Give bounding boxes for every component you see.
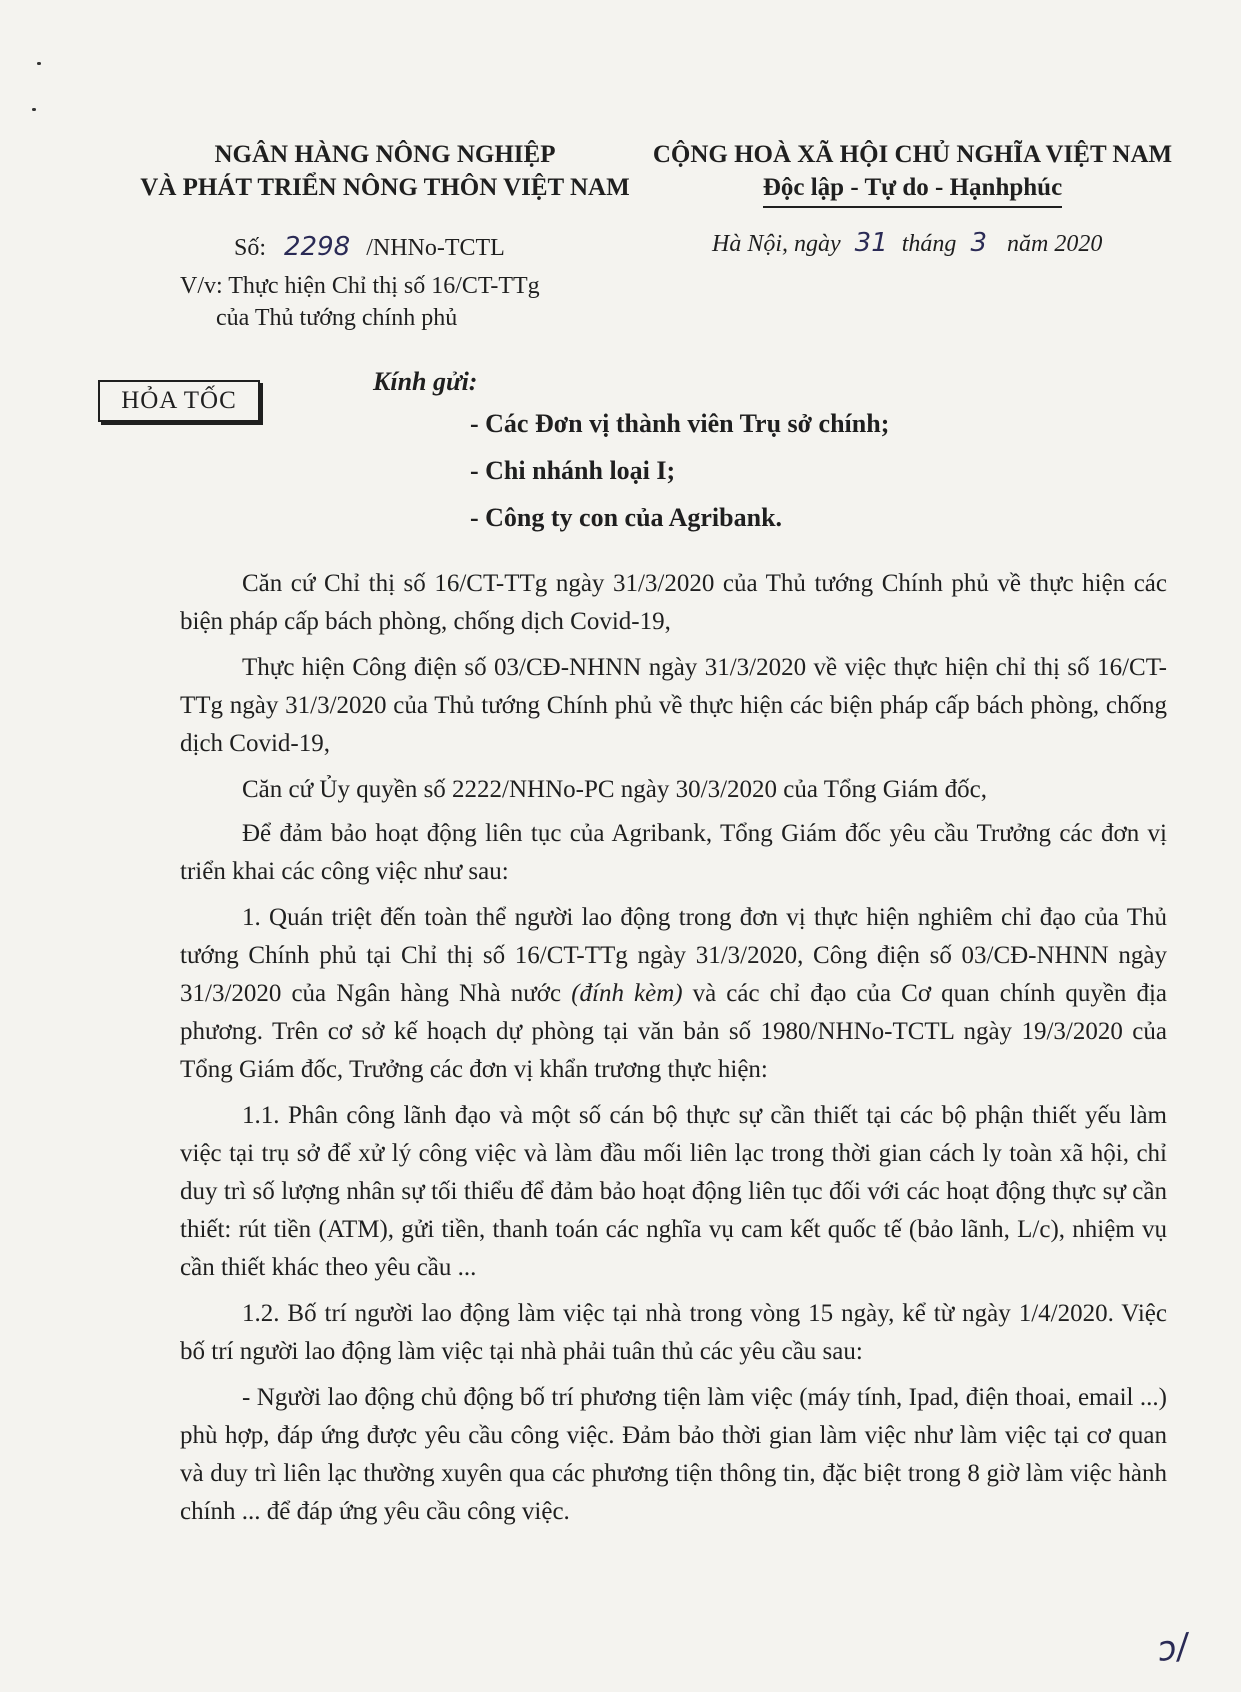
document-number-label: Số: xyxy=(234,235,267,261)
scan-speck xyxy=(37,62,41,65)
body-paragraph: Căn cứ Ủy quyền số 2222/NHNo-PC ngày 30/3/2020 của Tổng Giám đốc, xyxy=(242,776,987,803)
recipient-item: - Chi nhánh loại I; xyxy=(470,456,676,485)
date-year: năm 2020 xyxy=(1006,231,1103,257)
issuing-organization xyxy=(125,138,645,204)
body-text: và các chỉ đạo của Cơ quan chính quyền địa phương. Trên cơ sở kế hoạch dự phòng tại văn bản số 1980/NHNo-TCTL ngày 19/3/2020 của Tổng Giám đốc, Trưởng các đơn vị khẩn trương thực hiện: xyxy=(180,980,1168,1083)
org-name-line1: NGÂN HÀNG NÔNG NGHIỆP xyxy=(214,141,556,168)
body-text: 1. Quán triệt đến toàn thể người lao động trong đơn vị thực hiện nghiêm chỉ đạo của Thủ tướng Chính phủ tại Chỉ thị số 16/CT-TTg ngày 31/3/2020, Công điện số 03/CĐ-NHNN ngày 31/3/2020 của Ngân hàng Nhà nước xyxy=(180,904,1167,1007)
body-paragraph xyxy=(180,899,1167,1089)
attachment-note: (đính kèm) xyxy=(571,980,683,1007)
document-number-value: 2298 xyxy=(284,232,351,262)
issue-date xyxy=(712,228,1102,258)
org-name-line2: VÀ PHÁT TRIỂN NÔNG THÔN VIỆT NAM xyxy=(140,174,630,201)
nation-name: CỘNG HOÀ XÃ HỘI CHỦ NGHĨA VIỆT NAM xyxy=(652,141,1173,168)
scan-speck xyxy=(32,108,36,111)
date-prefix: Hà Nội, ngày xyxy=(712,231,841,257)
national-motto: Độc lập - Tự do - Hạnhphúc xyxy=(763,171,1062,208)
recipient-item: - Công ty con của Agribank. xyxy=(470,503,783,532)
body-paragraph: Căn cứ Chỉ thị số 16/CT-TTg ngày 31/3/2020 của Thủ tướng Chính phủ về thực hiện các biện pháp cấp bách phòng, chống dịch Covid-19, xyxy=(180,570,1167,635)
subject-line1: V/v: Thực hiện Chỉ thị số 16/CT-TTg xyxy=(180,273,540,299)
date-month: 3 xyxy=(970,228,987,258)
body-paragraph: Để đảm bảo hoạt động liên tục của Agribank, Tổng Giám đốc yêu cầu Trưởng các đơn vị triển khai các công việc như sau: xyxy=(180,820,1167,885)
document-subject xyxy=(180,270,640,334)
urgent-stamp: HỎA TỐC xyxy=(98,380,260,422)
recipient-label: Kính gửi: xyxy=(373,367,478,396)
recipient-item: - Các Đơn vị thành viên Trụ sở chính; xyxy=(470,409,890,438)
recipient-list xyxy=(470,400,889,541)
document-body xyxy=(180,565,1167,1539)
body-paragraph: Thực hiện Công điện số 03/CĐ-NHNN ngày 31/3/2020 về việc thực hiện chỉ thị số 16/CT-TTg ngày 31/3/2020 của Thủ tướng Chính phủ về thực hiện các biện pháp cấp bách phòng, chống dịch Covid-19, xyxy=(180,654,1167,757)
document-number-suffix: /NHNo-TCTL xyxy=(366,235,505,261)
document-number xyxy=(234,232,505,262)
subject-line2: của Thủ tướng chính phủ xyxy=(216,305,458,331)
date-day: 31 xyxy=(854,228,888,258)
body-paragraph: 1.2. Bố trí người lao động làm việc tại nhà trong vòng 15 ngày, kể từ ngày 1/4/2020. Việc bố trí người lao động làm việc tại nhà phải tuân thủ các yêu cầu sau: xyxy=(180,1300,1167,1365)
body-paragraph: - Người lao động chủ động bố trí phương tiện làm việc (máy tính, Ipad, điện thoai, email ...) phù hợp, đáp ứng được yêu cầu công việc. Đảm bảo thời gian làm việc như làm việc tại cơ quan và duy trì liên lạc thường xuyên qua các phương tiện thông tin, đặc biệt trong 8 giờ làm việc hành chính ... để đáp ứng yêu cầu công việc. xyxy=(180,1384,1167,1525)
national-heading xyxy=(650,138,1175,208)
body-paragraph: 1.1. Phân công lãnh đạo và một số cán bộ thực sự cần thiết tại các bộ phận thiết yếu làm việc tại trụ sở để xử lý công việc và làm đầu mối liên lạc trong thời gian cách ly toàn xã hội, chỉ duy trì số lượng nhân sự tối thiểu để đảm bảo hoạt động liên tục đối với các hoạt động thực sự cần thiết: rút tiền (ATM), gửi tiền, thanh toán các nghĩa vụ cam kết quốc tế (bảo lãnh, L/c), nhiệm vụ cần thiết khác theo yêu cầu ... xyxy=(180,1102,1167,1281)
handwritten-initial-mark: ↄ/ xyxy=(1155,1626,1191,1670)
date-month-label: tháng xyxy=(901,231,957,257)
